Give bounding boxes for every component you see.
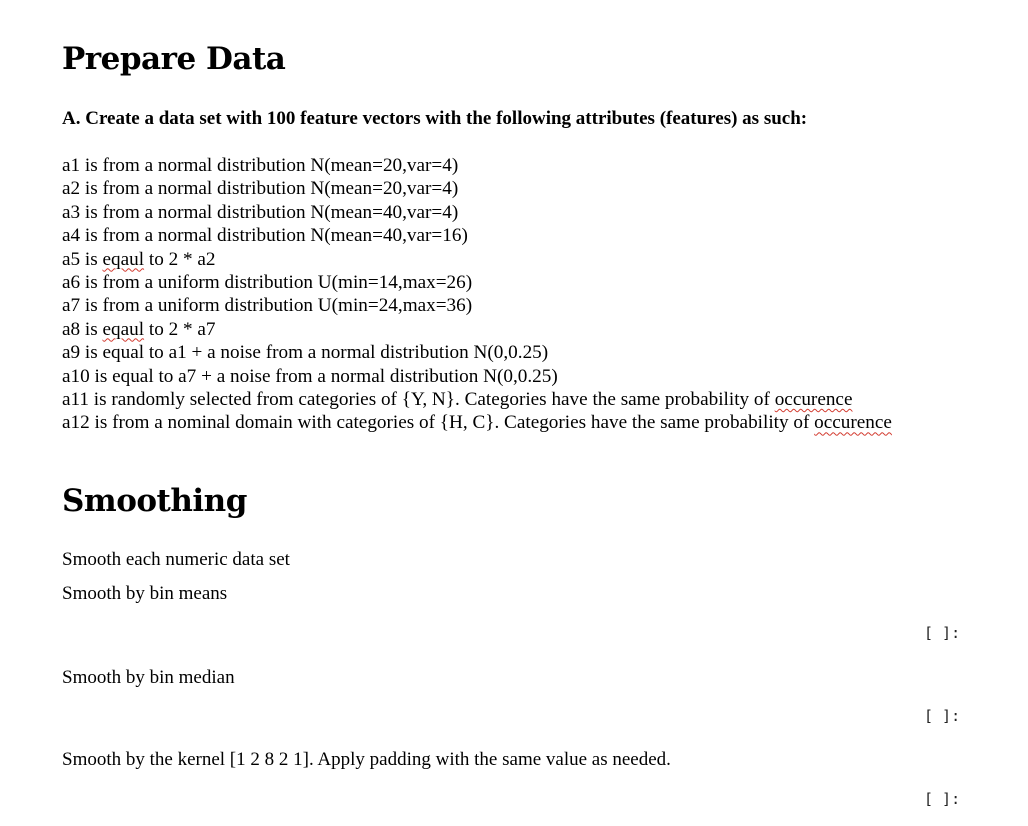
attribute-a10: a10 is equal to a7 + a noise from a normal distribution N(0,0.25) <box>62 365 558 387</box>
attribute-a2: a2 is from a normal distribution N(mean=20,var=4) <box>62 178 459 200</box>
attribute-a9: a9 is equal to a1 + a noise from a normal distribution N(0,0.25) <box>62 342 549 364</box>
smoothing-heading: Smoothing <box>62 483 247 519</box>
attribute-a5-post: to 2 * a2 <box>144 248 216 270</box>
attribute-a6: a6 is from a uniform distribution U(min=14,max=26) <box>62 271 473 293</box>
code-cell-prompt[interactable]: [ ]: <box>924 790 961 808</box>
attribute-a8-post: to 2 * a7 <box>144 318 216 340</box>
code-cell-prompt[interactable]: [ ]: <box>924 707 961 725</box>
dataset-instructions-subheading: A. Create a data set with 100 feature vectors with the following attributes (features) as such: <box>62 108 808 129</box>
attribute-a8-pre: a8 is <box>62 318 103 340</box>
spellcheck-flagged-word[interactable]: occurence <box>814 412 892 434</box>
spellcheck-flagged-word[interactable]: eqaul <box>102 248 145 270</box>
attribute-a7: a7 is from a uniform distribution U(min=24,max=36) <box>62 295 473 317</box>
attribute-a5-pre: a5 is <box>62 248 103 270</box>
spellcheck-flagged-word[interactable]: occurence <box>774 388 853 410</box>
attribute-a12-pre: a12 is from a nominal domain with categories of {H, C}. Categories have the same probability of <box>62 412 815 434</box>
attribute-a11 <box>62 388 962 411</box>
attribute-a11-pre: a11 is randomly selected from categories of {Y, N}. Categories have the same probability of <box>62 388 775 410</box>
attribute-a3: a3 is from a normal distribution N(mean=40,var=4) <box>62 201 459 223</box>
code-cell-prompt[interactable]: [ ]: <box>924 624 961 642</box>
attribute-list <box>62 154 962 435</box>
attribute-a8 <box>62 318 962 341</box>
task-bin-means: Smooth by bin means <box>62 583 228 604</box>
attribute-a12 <box>62 411 942 434</box>
task-smooth-each: Smooth each numeric data set <box>62 549 290 570</box>
task-kernel-smoothing: Smooth by the kernel [1 2 8 2 1]. Apply padding with the same value as needed. <box>62 749 671 770</box>
attribute-a4: a4 is from a normal distribution N(mean=40,var=16) <box>62 225 468 247</box>
spellcheck-flagged-word[interactable]: eqaul <box>102 318 145 340</box>
prepare-data-heading: Prepare Data <box>62 41 286 77</box>
task-bin-median: Smooth by bin median <box>62 667 235 688</box>
attribute-a1: a1 is from a normal distribution N(mean=20,var=4) <box>62 155 459 176</box>
attribute-a5 <box>62 248 962 271</box>
